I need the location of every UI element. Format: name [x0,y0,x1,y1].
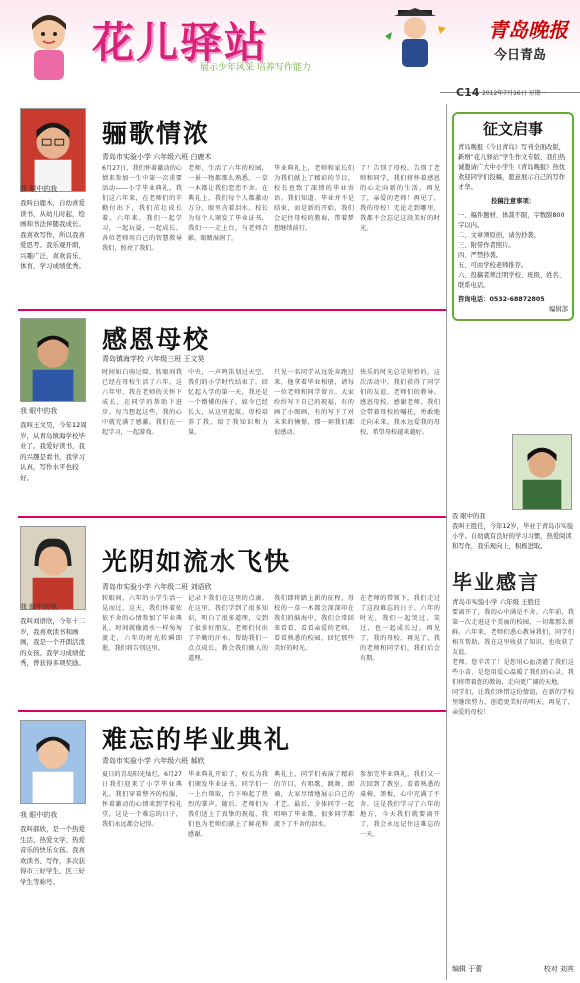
story-byline: 青岛市实验小学 六年级六班 郝欣 [102,757,205,765]
footer-editor: 编辑 于蕾 [452,965,483,973]
story-column: 记录下我们在这里的点滴。在这里，我们学到了很多知识，明白了很多道理，交到了很多好朋友，老师们付出了辛勤的汗水，帮助我们一点点成长，教会我们做人的道理。 [188,595,268,662]
story-column: 我们即将踏上新的征程，母校的一草一木都会深深印在我们的脑海中，我们会常回来看看，看看亲爱的老师，看看熟悉的校园，回忆那些美好的时光。 [274,595,354,652]
story-column: 老师，生活了六年的校园，一景一物都那么熟悉。一草一木都让我们恋恋不舍。在典礼上，我们每个人都激动万分，眼里含着泪水。校长为每个人颁发了毕业证书，我们一一走上台，与老师合影，眼睛湿润了。 [188,165,268,242]
author-photo [512,434,572,510]
section-rule [18,309,446,311]
section-subtitle: 展示少年风采 培养写作能力 [200,63,311,73]
rule-item: 四、严禁抄袭。 [458,252,503,259]
story-byline: 青岛市实验小学 六年级二班 刘语欣 [102,583,212,591]
author-photo [20,526,86,610]
story-3 [18,522,440,708]
section-paragraph: 老师，您辛苦了！是您用心血浇灌了我们这些小苗，是您用爱心温暖了我们的心灵。我们将带着您的教诲，走向更广阔的天地。 [452,659,574,686]
story-column: 夏日的青岛阳光灿烂，6月27日我们迎来了小学毕业典礼。我们穿着整齐的校服，怀着激动的心情来到学校礼堂，这是一个难忘的日子，我们永远都会记得。 [102,771,182,828]
story-headline: 光阴如流水飞快 [102,547,292,576]
notice-sidebar [452,112,574,321]
newspaper-name: 青岛晚报 [488,18,568,42]
story-headline: 骊歌情浓 [102,119,211,148]
sidebar-author [452,434,574,552]
story-column: 中央，一声鸣笛划过天空，我们的小学时代结束了。回忆起入学的第一天，我还是一个懵懂的孩子，如今已经长大，从这里起航。母校培养了我，给了我知识和力量。 [188,369,268,436]
notice-text: 青岛晚报《今日青岛》写刊全面改版，新增“花儿驿站”学生作文专版，我们热诚邀请广大中小学生《青岛晚报》热忱欢迎同学们投稿，愿意展示自己的写作才华。 [458,144,566,191]
footer-proofreader: 校对 刘宾 [543,965,574,973]
rule-item: 一、稿件题材、体裁不限，字数限800字以内。 [458,212,565,229]
author-bio: 我叫王文昊，今年12周岁，从青岛镇海学校毕业了。我爱好读书，我的兴趣是看书，我学习认真，写作水平也较好。 [20,421,87,482]
contact-phone: 咨询电话：0532-68872805 [458,296,545,303]
author-bio: 我叫白鹿木，自幼喜爱读书，从幼儿时起，绘画和书法伴随我成长。我喜欢写作，所以我喜爱思考。我乐观开朗，兴趣广泛，喜欢音乐、体育，学习成绩优秀。 [20,199,85,270]
notice-box [452,112,574,321]
story-column: 参加完毕业典礼，我们又一次回到了教室，看着熟悉的桌椅、黑板，心中充满了不舍。这是我们学习了六年的地方，今天我们就要离开了，我会永远记住这难忘的一天。 [360,771,440,838]
author-bio: 我叫王胜任，今年12岁，毕业于青岛市实验小学。自幼就有良好的学习习惯，热爱阅读和写作，我乐观向上，积极进取。 [452,523,574,550]
story-column: 毕业典礼上，老师和家长们为我们献上了精彩的节目，校长也致了深情的毕业寄语。我们知道，毕业并不是结束，而是新的开始，我们会记住母校的教诲，带着梦想继续前行。 [274,165,354,232]
story-byline: 青岛市实验小学 六年级六班 白鹿木 [102,153,212,161]
section-paragraph: 同学们，让我们珍惜这份情谊，在新的学校里继续努力，创造更美好的明天。再见了，亲爱的母校！ [452,689,574,716]
story-body [102,164,440,304]
story-headline: 感恩母校 [102,325,211,354]
rules-title: 投稿注意事项： [490,198,536,205]
section-byline: 青岛市实验小学 六年级 王胜任 [452,598,541,606]
page-number: C14 [456,86,480,99]
story-column: 典礼上，同学们表演了精彩的节目，有唱歌、跳舞、朗诵，大家尽情地展示自己的才艺。最后，全体同学一起唱响了毕业歌，很多同学都流下了不舍的泪水。 [274,771,354,828]
photo-caption: 我 眼中的我 [20,185,58,193]
photo-caption: 我 眼中的我 [452,513,486,520]
story-column: 6月27日，我们怀着激动的心情来参加一生中第一次重要活动——小学毕业典礼。我们这六年来，在老师们的辛勤付出下，我们茁壮成长着。六年来，我们一起学习，一起玩耍，一起成长。各位老师用自己的智慧教导我们，照亮了我们。 [102,165,182,252]
story-body [102,368,440,510]
story-column: 毕业典礼开始了，校长为我们颁发毕业证书，同学们一一上台领取，台下响起了热烈的掌声。随后，老师们为我们送上了真挚的祝福，我们也为老师们献上了鲜花和感谢。 [188,771,268,838]
author-photo [20,318,86,402]
story-4 [18,716,440,978]
author-bio: 我叫郝欣，是一个热爱生活、热爱文学、热爱音乐的快乐女孩。我喜欢读书、写作，多次获得市三好学生、区三好学生等称号。 [20,825,85,886]
section-headline: 毕业感言 [452,570,540,594]
author-photo [20,720,86,804]
page-footer [452,964,574,974]
rule-item: 五、可由学校老师推荐。 [458,262,528,269]
masthead [0,0,580,92]
section-title: 花儿驿站 [92,18,269,67]
photo-caption: 我 眼中的我 [20,407,58,415]
section-rule [18,710,446,712]
story-column: 只见一名同学从远处奔跑过来，他拿着毕业相册，请每一位老师和同学留言。大家纷纷写下自己的祝福，有的画了小图画，有的写下了对未来的憧憬，那一刻我们都很感动。 [274,369,354,436]
story-1 [18,104,440,308]
rule-item: 三、附带作者照片。 [458,242,515,249]
author-bio: 我叫刘语欣，今年十二岁，我喜欢读书和画画，我是一个开朗活泼的女孩。我学习成绩优秀，曾获得多项奖励。 [20,617,85,667]
author-photo [20,108,86,192]
story-body [102,594,440,706]
newspaper-section: 今日青岛 [494,48,547,63]
story-body [102,770,440,974]
child-portrait-decoration [14,10,84,86]
section-paragraph: 要离开了，我的心中满是不舍。六年前，我第一次走进这个美丽的校园，一切都那么新鲜。六年来，老师们悉心教导我们，同学们相互帮助，我在这里收获了知识，也收获了友谊。 [452,609,574,656]
notice-signature: 编辑部 [549,306,568,313]
rule-item: 二、文章须原创，请勿抄袭。 [458,232,540,239]
story-column: 快乐的时光总是短暂的，这次活动中，我们获得了同学们的友谊、老师们的教导。感恩母校，感谢老师，我们会带着母校的嘱托，勇敢地走向未来。我永远爱我的母校，希望母校越来越好。 [360,369,440,436]
story-headline: 难忘的毕业典礼 [102,725,292,754]
photo-caption: 我 眼中的我 [20,811,58,819]
graduation-words [452,566,574,718]
story-byline: 青岛镇海学校 六年级三班 王文昊 [102,355,205,363]
page-info-bar [0,86,580,98]
story-2 [18,314,440,514]
story-column: 转眼间，六年的小学生活一晃而过，这天，我们怀着依依不舍的心情参加了毕业典礼。时间就像流水一样匆匆流走，六年的时光转瞬即逝，我们将告别这里。 [102,595,182,652]
story-column: 在老师的带领下，我们走过了这段难忘的日子。六年的时光，我们一起哭过、笑过，也一起成长过。再见了，我的母校，再见了，我的老师和同学们，我们后会有期。 [360,595,440,662]
graduate-decoration [380,6,450,76]
rule-item: 六、投稿者须注明学校、班级、姓名、联系电话。 [458,272,566,289]
section-rule [18,516,446,518]
notice-title: 征文启事 [482,120,543,138]
story-column: 时间如白驹过隙，转眼间我已经在母校生活了六年。这六年里，我在老师的关怀下成长，在同学的帮助下进步。每当想起这些，我的心中就充满了感激。我们在一起学习，一起游戏。 [102,369,182,436]
column-divider [446,104,447,980]
issue-date: 2012年7月16日 星期一 [482,90,547,97]
photo-caption: 我 眼中的我 [20,603,58,611]
story-column: 了！告别了母校，告别了老师和同学，我们将怀着感恩的心走向新的生活。再见了，亲爱的老师！再见了，我的母校！无论走到哪里，我都不会忘记这段美好的时光。 [360,165,440,232]
